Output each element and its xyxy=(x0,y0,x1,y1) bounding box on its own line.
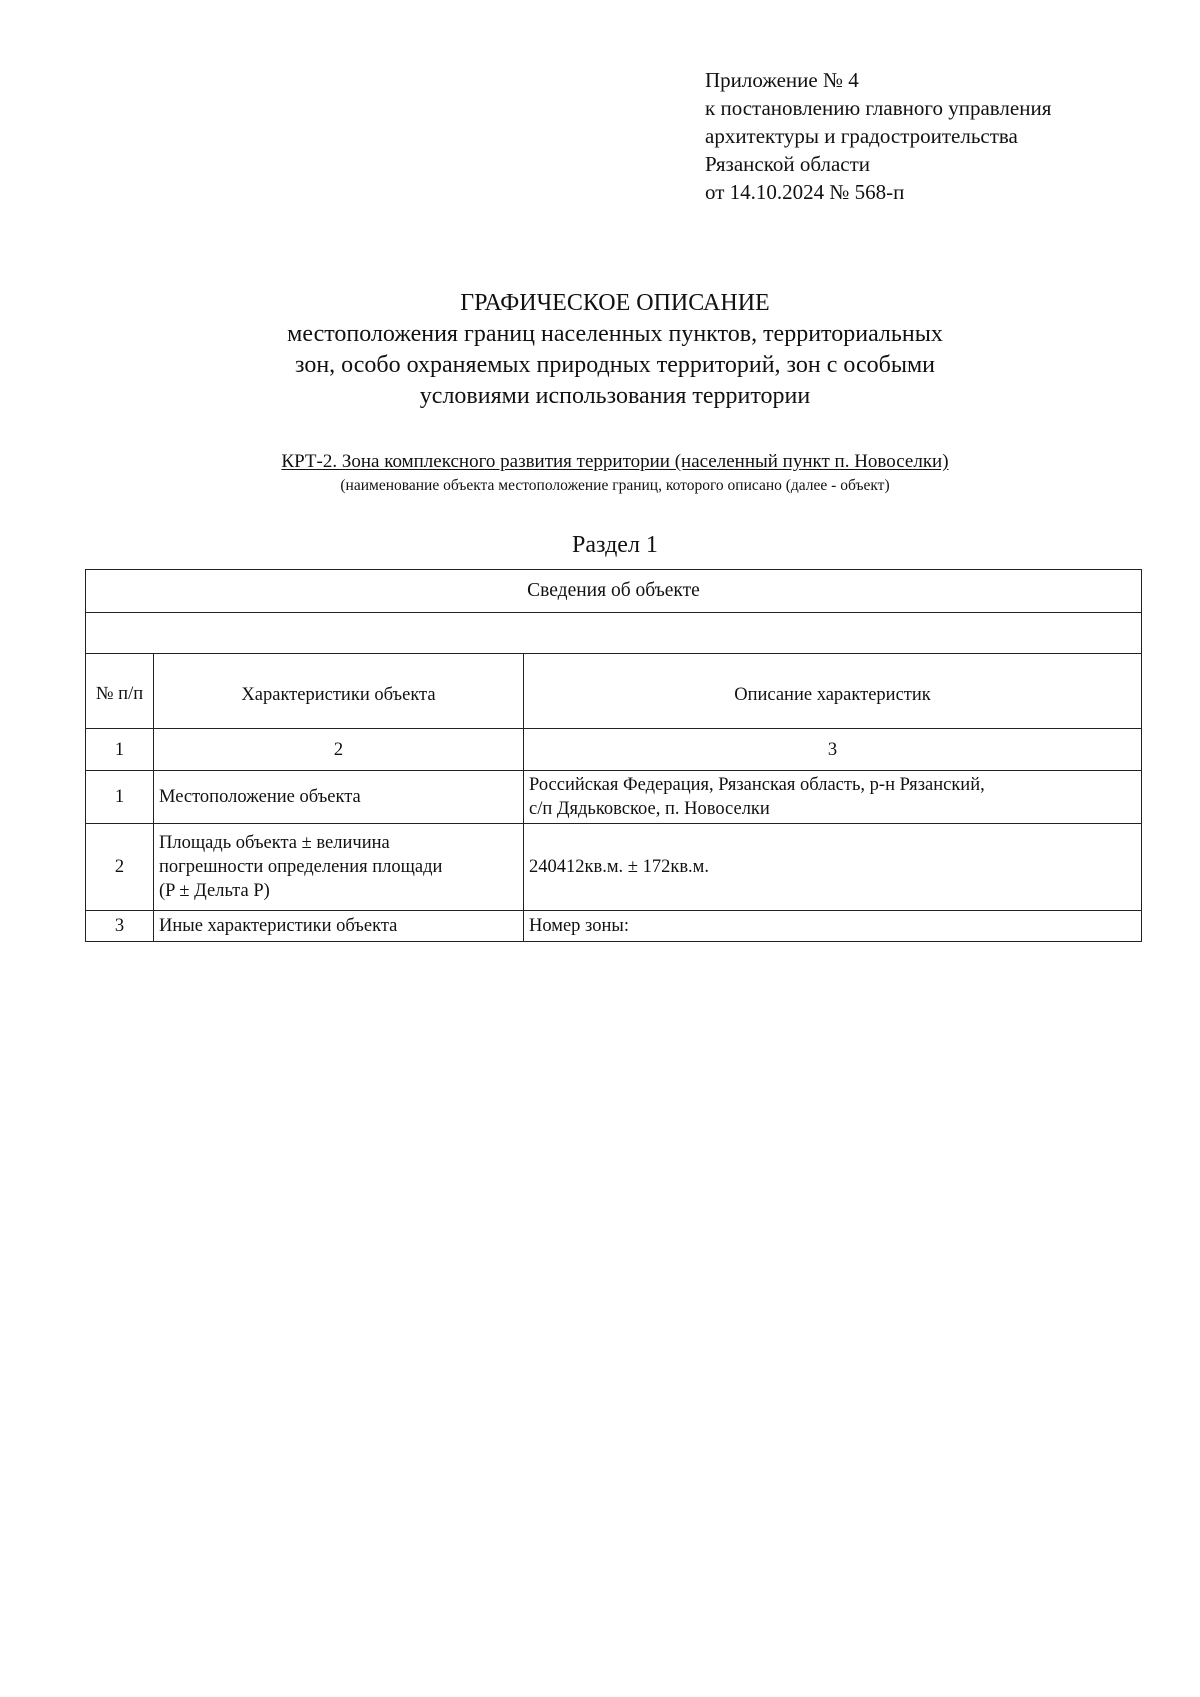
table-caption: Сведения об объекте xyxy=(86,570,1142,613)
row-characteristic: Иные характеристики объекта xyxy=(154,911,524,942)
object-caption: (наименование объекта местоположение границ, которого описано (далее - объект) xyxy=(340,477,890,494)
column-number: 1 xyxy=(86,729,154,771)
title-line: местоположения границ населенных пунктов, территориальных xyxy=(287,321,943,347)
appendix-header xyxy=(705,66,1051,206)
table-header-row xyxy=(86,654,1142,729)
header-num: № п/п xyxy=(86,654,154,729)
characteristic-line: погрешности определения площади xyxy=(159,857,443,877)
title-line: условиями использования территории xyxy=(419,383,811,409)
row-num: 2 xyxy=(86,824,154,911)
characteristic-line: (P ± Дельта P) xyxy=(159,881,270,901)
section-title: Раздел 1 xyxy=(572,532,658,558)
title-line: зон, особо охраняемых природных территорий, зон с особыми xyxy=(294,352,936,378)
column-number: 3 xyxy=(524,729,1142,771)
appendix-line: архитектуры и градостроительства xyxy=(705,124,1018,148)
row-characteristic: Местоположение объекта xyxy=(154,771,524,824)
description-line: с/п Дядьковское, п. Новоселки xyxy=(529,799,770,819)
appendix-line: Приложение № 4 xyxy=(705,68,859,92)
table-row xyxy=(86,911,1142,942)
row-num: 1 xyxy=(86,771,154,824)
table-row xyxy=(86,771,1142,824)
header-characteristics: Характеристики объекта xyxy=(154,654,524,729)
blank-cell xyxy=(86,613,1142,654)
row-characteristic xyxy=(154,824,524,911)
object-name xyxy=(0,451,1200,473)
object-info-table xyxy=(85,569,1142,942)
description-line: Российская Федерация, Рязанская область, р-н Рязанский, xyxy=(529,775,985,795)
table-blank-row xyxy=(86,613,1142,654)
characteristic-line: Площадь объекта ± величина xyxy=(159,833,390,853)
table-row xyxy=(86,824,1142,911)
column-number: 2 xyxy=(154,729,524,771)
row-num: 3 xyxy=(86,911,154,942)
row-description: 240412кв.м. ± 172кв.м. xyxy=(524,824,1142,911)
header-description: Описание характеристик xyxy=(524,654,1142,729)
table-caption-row xyxy=(86,570,1142,613)
object-name-text: КРТ-2. Зона комплексного развития территории (населенный пункт п. Новоселки) xyxy=(281,451,949,472)
table-column-number-row xyxy=(86,729,1142,771)
document-title xyxy=(0,288,1200,412)
appendix-line: Рязанской области xyxy=(705,152,871,176)
row-description xyxy=(524,771,1142,824)
appendix-line: от 14.10.2024 № 568-п xyxy=(705,180,905,204)
appendix-line: к постановлению главного управления xyxy=(705,96,1052,120)
row-description: Номер зоны: xyxy=(524,911,1142,942)
title-line: ГРАФИЧЕСКОЕ ОПИСАНИЕ xyxy=(460,290,770,316)
